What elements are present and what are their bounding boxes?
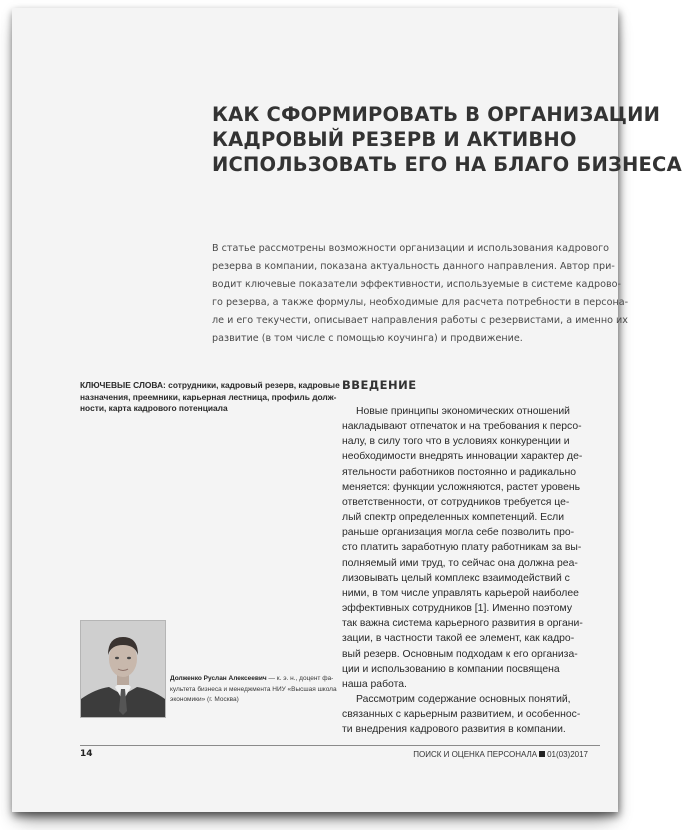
body-line: необходимости внедрять инновации характер де- [342,451,583,463]
body-line: налу, в силу того что в условиях конкуренции и [342,436,570,448]
body-line: Новые принципы экономических отношений [356,406,570,417]
article-body [342,404,598,737]
abstract-line: го резерва, а также формулы, необходимые для расчета потребности в персона- [212,297,629,308]
article-abstract [212,240,629,348]
body-line: раньше организация могла себе позволить про- [342,527,575,539]
body-line: связанных с карьерным развитием, и особеннос- [342,709,581,721]
abstract-line: развитие (в том числе с помощью коучинга) и продвижение. [212,333,523,344]
abstract-line: В статье рассмотрены возможности организации и использования кадрового [212,243,610,254]
article-title [212,102,682,177]
body-line: наша работа. [342,678,407,690]
abstract-line: водит ключевые показатели эффективности, используемые в системе кадрово- [212,279,621,290]
keywords-line: назначения, преемники, карьерная лестница, профиль долж- [80,391,337,402]
author-photo [80,620,166,718]
author-city: экономики» (г. Москва) [170,696,239,703]
body-line: ними, в том числе управлять карьерой наиболее [342,587,579,599]
body-line: лый спектр определенных компетенций. Если [342,512,565,524]
title-line: КАК СФОРМИРОВАТЬ В ОРГАНИЗАЦИИ [212,103,661,126]
body-line: ции и использованию в компании посвящена [342,663,560,675]
page-number: 14 [80,749,93,759]
body-line: лизовывать целый комплекс взаимодействий с [342,572,570,584]
body-line: ответственности, от сотрудников требуется це- [342,496,570,508]
magazine-page [12,8,682,812]
body-line: эффективных сотрудников [1]. Именно поэтому [342,603,573,615]
author-portrait-image [81,621,165,717]
body-line: меняется: функции усложняются, растет уровень [342,481,580,493]
body-line: накладывают отпечаток и на требования к персо- [342,421,582,433]
title-line: КАДРОВЫЙ РЕЗЕРВ И АКТИВНО [212,128,577,151]
body-line: так важна система карьерного развития в органи- [342,618,583,630]
author-affiliation: культета бизнеса и менеджмента НИУ «Высшая школа [170,685,337,693]
journal-footer [413,750,588,759]
title-line: ИСПОЛЬЗОВАТЬ ЕГО НА БЛАГО БИЗНЕСА [212,153,682,176]
body-line: ятельности работников постоянно и радикально [342,466,577,478]
separator-square-icon [539,751,545,757]
abstract-line: ле и его текучести, описывает направления работы с резервистами, а именно их [212,315,628,326]
body-line: сто платить заработную плату работникам за вы- [342,542,582,554]
body-line: зации, в частности такой ее элемент, как кадро- [342,633,575,645]
keywords-line: ности, карта кадрового потенциала [80,403,228,413]
body-line: полняемый ими труд, то сейчас она должна реа- [342,557,578,569]
keywords-block [80,380,340,415]
section-heading: ВВЕДЕНИЕ [342,378,417,392]
body-line: вый резерв. Основным подходам к его организа- [342,648,578,660]
body-line: ти внедрения кадрового развития в компании. [342,724,566,736]
author-name: Долженко Руслан Алексеевич [170,675,267,682]
journal-issue: 01(03)2017 [547,750,588,759]
body-line: Рассмотрим содержание основных понятий, [356,693,571,705]
footer-rule [80,745,600,746]
journal-name: ПОИСК И ОЦЕНКА ПЕРСОНАЛА [413,750,538,759]
author-credentials: — к. э. н., доцент фа- [266,675,334,682]
abstract-line: резерва в компании, показана актуальность данного направления. Автор при- [212,261,615,272]
author-info [170,674,337,706]
keywords-line: КЛЮЧЕВЫЕ СЛОВА: сотрудники, кадровый резерв, кадровые [80,380,340,390]
